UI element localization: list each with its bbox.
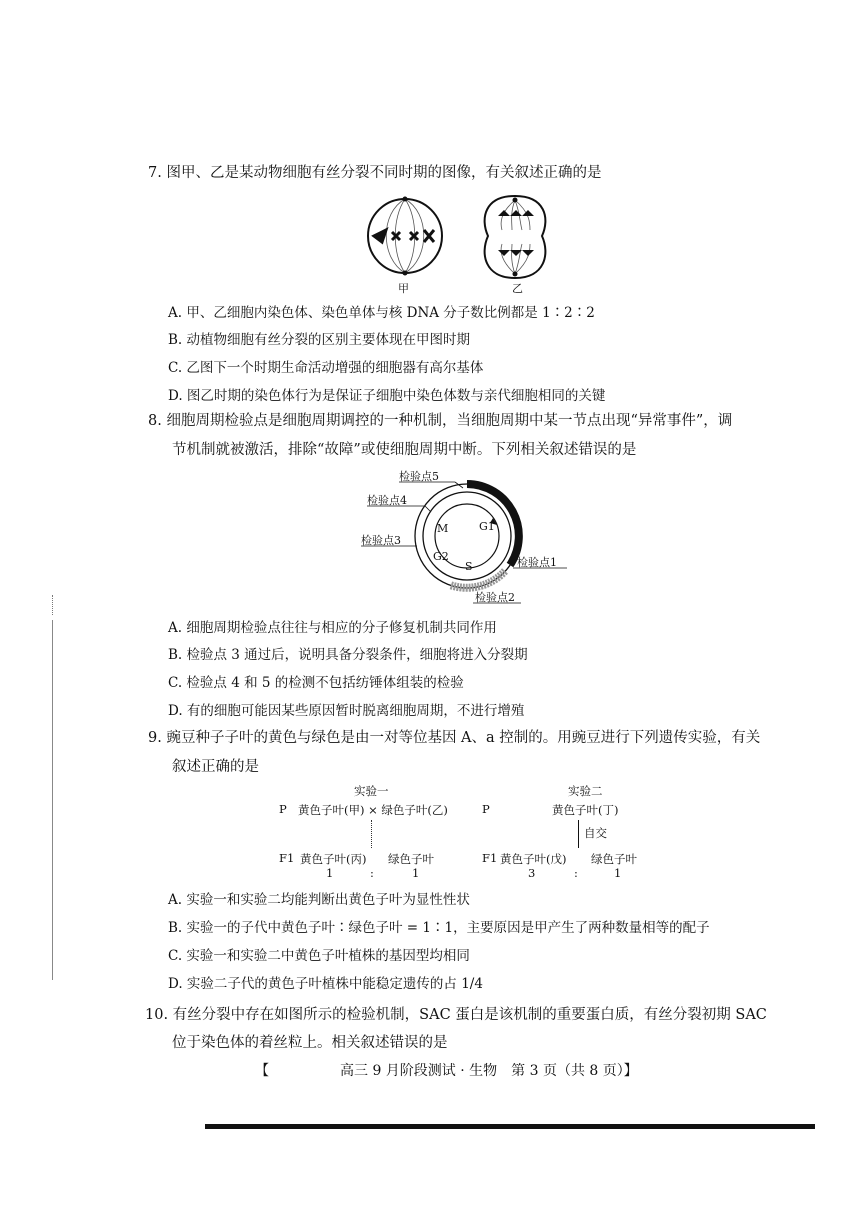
q7-option-a: A. 甲、乙细胞内染色体、染色单体与核 DNA 分子数比例都是 1∶2∶2: [168, 305, 595, 321]
q7-cell-figures: [360, 188, 560, 298]
q8-option-d: D. 有的细胞可能因某些原因暂时脱离细胞周期，不进行增殖: [168, 703, 525, 719]
exp2-self-cross: 自交: [584, 826, 607, 840]
q9-option-a: A. 实验一和实验二均能判断出黄色子叶为显性性状: [168, 892, 470, 908]
exp1-ratio-a: 1: [326, 866, 334, 880]
q7-option-c: C. 乙图下一个时期生命活动增强的细胞器有高尔基体: [168, 360, 484, 376]
q7-stem: 7. 图甲、乙是某动物细胞有丝分裂不同时期的图像，有关叙述正确的是: [148, 165, 602, 181]
q9-stem-line2: 叙述正确的是: [172, 759, 259, 775]
q9-stem-line1: 9. 豌豆种子子叶的黄色与绿色是由一对等位基因 A、a 控制的。用豌豆进行下列遗传实验，有关: [148, 730, 761, 746]
cell-yi-label: 乙: [512, 282, 523, 295]
q9-option-b: B. 实验一的子代中黄色子叶∶绿色子叶 = 1∶1，主要原因是甲产生了两种数量相等的配子: [168, 920, 710, 936]
exp1-cross: 黄色子叶(甲) × 绿色子叶(乙): [298, 803, 448, 817]
q8-option-b: B. 检验点 3 通过后，说明具备分裂条件，细胞将进入分裂期: [168, 647, 528, 663]
q9-option-d: D. 实验二子代的黄色子叶植株中能稳定遗传的占 1/4: [168, 976, 483, 992]
exp1-f1-green: 绿色子叶: [388, 852, 434, 866]
exp1-f1-yellow: 黄色子叶(丙): [300, 852, 367, 866]
footer-bracket: 【: [255, 1063, 269, 1079]
phase-g1-label: G1: [479, 520, 495, 533]
exp1-p-label: P: [279, 802, 287, 816]
exp1-title: 实验一: [354, 784, 389, 798]
q9-option-c: C. 实验一和实验二中黄色子叶植株的基因型均相同: [168, 948, 470, 964]
cell-yi-figure: [485, 196, 546, 278]
q8-stem-line1: 8. 细胞周期检验点是细胞周期调控的一种机制，当细胞周期中某一节点出现“异常事件”，调: [148, 413, 733, 429]
q10-stem-line2: 位于染色体的着丝粒上。相关叙述错误的是: [172, 1035, 448, 1051]
q10-stem-line1: 10. 有丝分裂中存在如图所示的检验机制，SAC 蛋白是该机制的重要蛋白质，有丝分裂初期 SAC: [145, 1007, 767, 1023]
checkpoint-1-label: 检验点1: [517, 556, 557, 569]
q8-stem-line2: 节机制就被激活，排除“故障”或使细胞周期中断。下列相关叙述错误的是: [172, 442, 637, 458]
q7-option-d: D. 图乙时期的染色体行为是保证子细胞中染色体数与亲代细胞相同的关键: [168, 388, 606, 404]
phase-m-label: M: [437, 522, 449, 535]
phase-g2-label: G2: [433, 550, 449, 563]
exp2-ratio-a: 3: [528, 866, 536, 880]
exp1-ratio-b: 1: [412, 866, 420, 880]
exp2-arrow: [578, 820, 579, 848]
exp2-f1-green: 绿色子叶: [591, 852, 637, 866]
phase-s-label: S: [465, 560, 473, 573]
exp2-f1-label: F1: [482, 851, 498, 865]
cell-cycle-diagram: [355, 468, 575, 608]
exp2-title: 实验二: [568, 784, 603, 798]
exp2-parent: 黄色子叶(丁): [552, 803, 619, 817]
exp2-colon: :: [574, 866, 578, 880]
q7-option-b: B. 动植物细胞有丝分裂的区别主要体现在甲图时期: [168, 332, 471, 348]
exp2-f1-yellow: 黄色子叶(戊): [500, 852, 567, 866]
q8-option-a: A. 细胞周期检验点往往与相应的分子修复机制共同作用: [168, 620, 497, 636]
exp1-arrow: [371, 820, 372, 848]
bottom-scan-bar: [205, 1124, 815, 1129]
checkpoint-2-label: 检验点2: [475, 591, 515, 604]
scan-margin-line: [52, 620, 53, 980]
exp1-colon: :: [370, 866, 374, 880]
cell-jia-label: 甲: [398, 282, 409, 295]
exp2-p-label: P: [482, 802, 490, 816]
checkpoint-4-label: 检验点4: [367, 494, 407, 507]
exp1-f1-label: F1: [279, 851, 295, 865]
checkpoint-3-label: 检验点3: [361, 534, 401, 547]
checkpoint-5-label: 检验点5: [399, 470, 439, 483]
q8-option-c: C. 检验点 4 和 5 的检测不包括纺锤体组装的检验: [168, 675, 464, 691]
exp2-ratio-b: 1: [614, 866, 622, 880]
footer-text: 高三 9 月阶段测试 · 生物 第 3 页（共 8 页）】: [340, 1063, 638, 1079]
cell-jia-figure: [368, 197, 442, 276]
scan-dots-top: [52, 595, 55, 615]
